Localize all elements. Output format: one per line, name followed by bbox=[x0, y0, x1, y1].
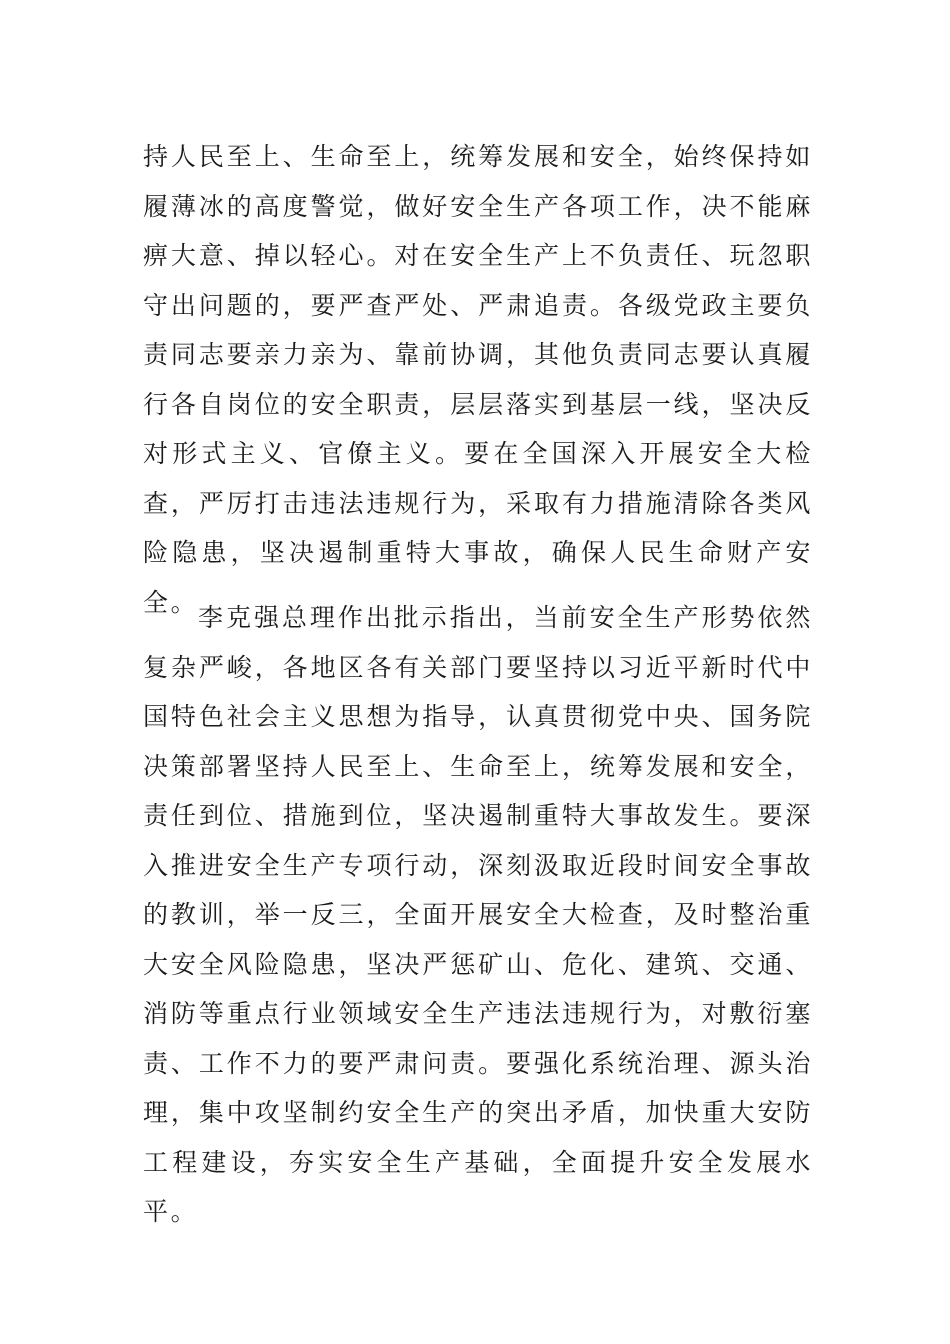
body-paragraph-2: 李克强总理作出批示指出，当前安全生产形势依然复杂严峻，各地区各有关部门要坚持以习近平新时代中国特色社会主义思想为指导，认真贯彻党中央、国务院决策部署坚持人民至上、生命至上，统筹发展和安全，责任到位、措施到位，坚决遏制重特大事故发生。要深入推进安全生产专项行动，深刻汲取近段时间安全事故的教训，举一反三，全面开展安全大检查，及时整治重大安全风险隐患，坚决严惩矿山、危化、建筑、交通、消防等重点行业领域安全生产违法违规行为，对敷衍塞责、工作不力的要严肃问责。要强化系统治理、源头治理，集中攻坚制约安全生产的突出矛盾，加快重大安防工程建设，夯实安全生产基础，全面提升安全发展水平。 bbox=[143, 603, 813, 1226]
body-paragraph-1: 持人民至上、生命至上，统筹发展和安全，始终保持如履薄冰的高度警觉，做好安全生产各项工作，决不能麻痹大意、掉以轻心。对在安全生产上不负责任、玩忽职守出问题的，要严查严处、严肃追责。各级党政主要负责同志要亲力亲为、靠前协调，其他负责同志要认真履行各自岗位的安全职责，层层落实到基层一线，坚决反对形式主义、官僚主义。要在全国深入开展安全大检查，严厉打击违法违规行为，采取有力措施清除各类风险隐患，坚决遏制重特大事故，确保人民生命财产安全。 bbox=[143, 142, 813, 617]
